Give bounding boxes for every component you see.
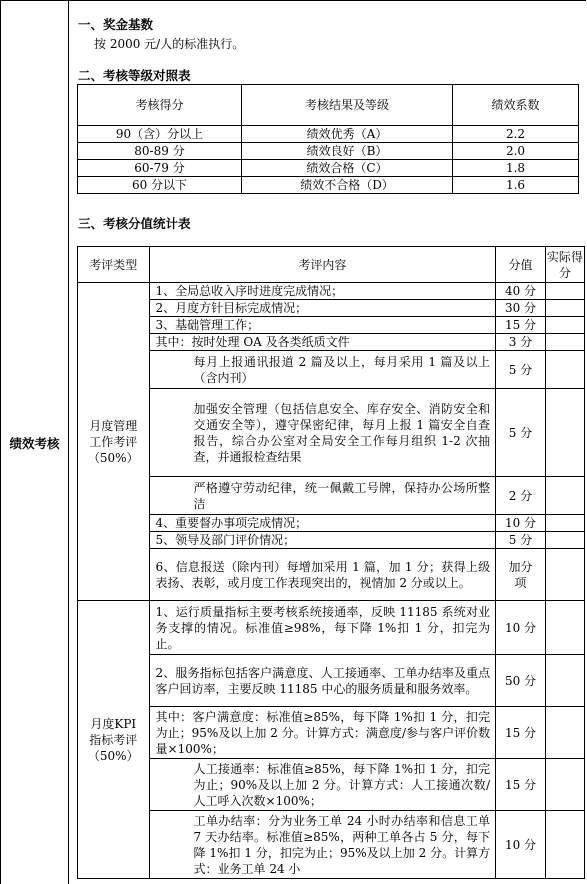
grade-cell: 绩效优秀（A） <box>242 126 453 143</box>
grade-cell: 2.0 <box>453 143 579 160</box>
row-content: 6、信息报送（除内刊）每增加采用 1 篇，加 1 分；获得上级表扬、表彰，或月度工作表现突出的，视情加 2 分或以上。 <box>149 549 496 601</box>
row-score: 3 分 <box>496 334 546 351</box>
row-actual <box>545 707 584 759</box>
row-content: 2、月度方针目标完成情况； <box>149 300 496 317</box>
row-actual <box>545 759 584 811</box>
row-actual <box>545 655 584 707</box>
grade-table <box>77 84 579 194</box>
grade-cell: 1.6 <box>453 177 579 194</box>
group-monthly-kpi: 月度KPI指标考评（50%） <box>78 601 150 879</box>
row-content: 4、重要督办事项完成情况； <box>149 515 496 532</box>
row-actual <box>545 811 584 879</box>
row-score: 5 分 <box>496 351 546 389</box>
grade-header-result: 考核结果及等级 <box>242 85 453 126</box>
row-actual <box>545 601 584 655</box>
header-type: 考评类型 <box>78 247 150 283</box>
row-score: 5 分 <box>496 532 546 549</box>
row-actual <box>545 351 584 389</box>
row-actual <box>545 389 584 477</box>
row-score: 5 分 <box>496 389 546 477</box>
content-area <box>69 0 587 884</box>
side-column <box>0 0 69 884</box>
row-actual <box>545 283 584 300</box>
grade-cell: 1.8 <box>453 160 579 177</box>
grade-cell: 60 分以下 <box>78 177 242 194</box>
row-content: 加强安全管理（包括信息安全、库存安全、消防安全和交通安全等），遵守保密纪律，每月上报 1 篇安全自查报告，综合办公室对全局安全工作每月组织 1-2 次抽查，并通报检查结果 <box>149 389 496 477</box>
row-score: 30 分 <box>496 300 546 317</box>
grade-cell: 绩效合格（C） <box>242 160 453 177</box>
row-content: 2、服务指标包括客户满意度、人工接通率、工单办结率及重点客户回访率，主要反映 11185 中心的服务质量和服务效率。 <box>149 655 496 707</box>
score-table <box>77 246 585 879</box>
section1-text: 按 2000 元/人的标准执行。 <box>94 37 245 51</box>
row-content: 3、基础管理工作； <box>149 317 496 334</box>
row-score: 2 分 <box>496 477 546 515</box>
grade-cell: 2.2 <box>453 126 579 143</box>
row-actual <box>545 515 584 532</box>
side-label: 绩效考核 <box>9 436 60 451</box>
row-actual <box>545 300 584 317</box>
header-actual: 实际得分 <box>545 247 584 283</box>
row-score: 40 分 <box>496 283 546 300</box>
grade-header-score: 考核得分 <box>78 85 242 126</box>
row-content: 工单办结率：分为业务工单 24 小时办结率和信息工单 7 天办结率。标准值≥85%，两种工单各占 5 分，每下降 1%扣 1 分，扣完为止；95%及以上加 2 分。计算方式：业务工单 24 小 <box>149 811 496 879</box>
row-actual <box>545 549 584 601</box>
row-score: 加分项 <box>496 549 546 601</box>
row-content: 每月上报通讯报道 2 篇及以上，每月采用 1 篇及以上（含内刊） <box>149 351 496 389</box>
grade-cell: 绩效不合格（D） <box>242 177 453 194</box>
row-content: 其中：客户满意度：标准值≥85%，每下降 1%扣 1 分，扣完为止；95%及以上加 2 分。计算方式：满意度/参与客户评价数量×100%； <box>149 707 496 759</box>
row-score: 15 分 <box>496 317 546 334</box>
row-content: 1、运行质量指标主要考核系统接通率，反映 11185 系统对业务支撑的情况。标准值≥98%，每下降 1%扣 1 分，扣完为止。 <box>149 601 496 655</box>
row-score: 50 分 <box>496 655 546 707</box>
grade-header-coef: 绩效系数 <box>453 85 579 126</box>
row-content: 5、领导及部门评价情况； <box>149 532 496 549</box>
section2-heading: 二、考核等级对照表 <box>78 68 191 83</box>
row-content: 其中：按时处理 OA 及各类纸质文件 <box>149 334 496 351</box>
section1-heading: 一、奖金基数 <box>78 17 154 32</box>
row-score: 15 分 <box>496 707 546 759</box>
row-score: 10 分 <box>496 515 546 532</box>
header-score: 分值 <box>496 247 546 283</box>
group-monthly-mgmt: 月度管理工作考评（50%） <box>78 283 150 601</box>
row-content: 严格遵守劳动纪律，统一佩戴工号牌，保持办公场所整洁 <box>149 477 496 515</box>
grade-cell: 90（含）分以上 <box>78 126 242 143</box>
row-actual <box>545 477 584 515</box>
row-content: 人工接通率：标准值≥85%，每下降 1%扣 1 分，扣完为止；90%及以上加 2 分。计算方式：人工接通次数/人工呼入次数×100%； <box>149 759 496 811</box>
row-score: 10 分 <box>496 811 546 879</box>
row-score: 10 分 <box>496 601 546 655</box>
row-actual <box>545 334 584 351</box>
grade-cell: 80-89 分 <box>78 143 242 160</box>
grade-cell: 绩效良好（B） <box>242 143 453 160</box>
grade-cell: 60-79 分 <box>78 160 242 177</box>
row-score: 15 分 <box>496 759 546 811</box>
row-content: 1、全局总收入序时进度完成情况； <box>149 283 496 300</box>
row-actual <box>545 317 584 334</box>
row-actual <box>545 532 584 549</box>
section3-heading: 三、考核分值统计表 <box>78 216 191 231</box>
header-content: 考评内容 <box>149 247 496 283</box>
